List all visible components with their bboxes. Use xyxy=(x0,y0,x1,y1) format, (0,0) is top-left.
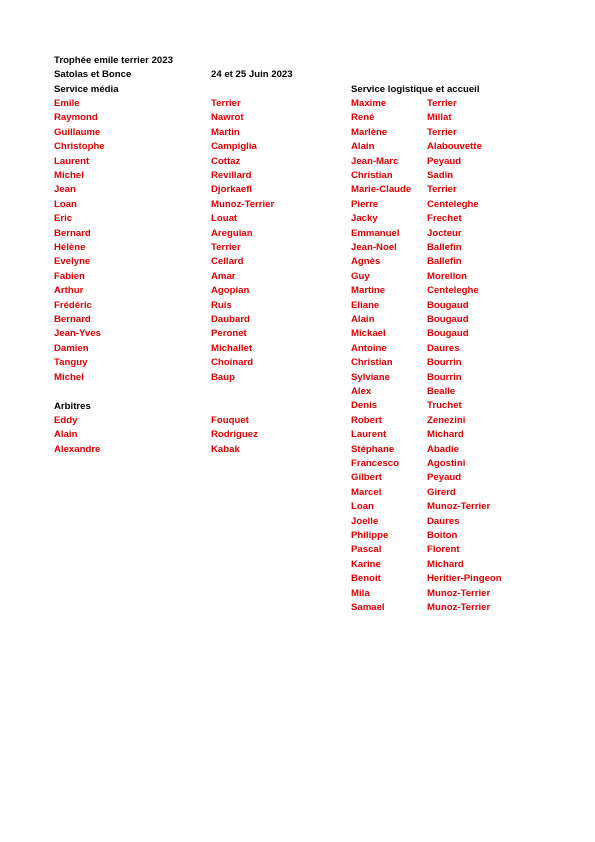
logistics-last-name: Terrier xyxy=(427,98,457,109)
media-first-name: Michel xyxy=(54,170,84,181)
media-last-name: Terrier xyxy=(211,242,241,253)
referee-first-name: Alexandre xyxy=(54,443,101,455)
logistics-first-name: Martine xyxy=(351,285,386,297)
logistics-first-name: Emmanuel xyxy=(351,227,400,239)
document-title: Trophée emile terrier 2023 xyxy=(54,55,173,66)
logistics-last-name: Morellon xyxy=(427,270,467,282)
logistics-first-name: Marie-Claude xyxy=(351,184,412,196)
logistics-last-name: Zenezini xyxy=(427,414,466,426)
media-first-name: Loan xyxy=(54,198,77,210)
media-first-name: Fabien xyxy=(54,270,85,282)
media-first-name: Jean xyxy=(54,184,76,196)
logistics-last-name: Centeleghe xyxy=(427,198,479,210)
logistics-first-name: Denis xyxy=(351,400,378,412)
logistics-first-name: Marlène xyxy=(351,126,388,138)
media-last-name: Campiglia xyxy=(211,141,257,153)
media-first-name: Hélène xyxy=(54,242,86,253)
logistics-first-name: Alain xyxy=(351,141,375,153)
logistics-last-name: Munoz-Terrier xyxy=(427,602,491,613)
logistics-last-name: Michard xyxy=(427,558,464,570)
logistics-last-name: Abadie xyxy=(427,443,459,455)
logistics-first-name: Eliane xyxy=(351,299,380,311)
logistics-last-name: Millat xyxy=(427,112,452,124)
logistics-last-name: Ballefin xyxy=(427,242,462,253)
media-last-name: Martin xyxy=(211,126,240,138)
logistics-first-name: Guy xyxy=(351,270,370,282)
media-first-name: Frédéric xyxy=(54,299,92,311)
logistics-first-name: Pascal xyxy=(351,544,382,556)
logistics-last-name: Alabouvette xyxy=(427,141,482,153)
media-first-name: Arthur xyxy=(54,285,84,297)
logistics-last-name: Ballefin xyxy=(427,256,462,268)
logistics-last-name: Terrier xyxy=(427,126,457,138)
logistics-first-name: Jean-Marc xyxy=(351,155,399,167)
referee-first-name: Eddy xyxy=(54,415,78,426)
logistics-first-name: Christian xyxy=(351,357,393,369)
media-last-name: Revillard xyxy=(211,170,252,181)
logistics-first-name: Joelle xyxy=(351,515,379,527)
media-last-name: Nawrot xyxy=(211,112,244,124)
media-first-name: Jean-Yves xyxy=(54,328,101,340)
logistics-last-name: Daures xyxy=(427,342,460,354)
referee-last-name: Kabak xyxy=(211,443,240,455)
media-first-name: Bernard xyxy=(54,227,91,239)
media-last-name: Djorkaefl xyxy=(211,184,253,196)
media-first-name: Emile xyxy=(54,98,80,109)
media-last-name: Munoz-Terrier xyxy=(211,198,275,210)
logistics-last-name: Bougaud xyxy=(427,314,469,325)
logistics-first-name: Philippe xyxy=(351,530,389,541)
logistics-first-name: Pierre xyxy=(351,198,379,210)
logistics-first-name: Laurent xyxy=(351,429,387,441)
referees-heading: Arbitres xyxy=(54,401,91,412)
media-first-name: Guillaume xyxy=(54,126,101,138)
logistics-last-name: Jocteur xyxy=(427,227,462,239)
referee-last-name: Fouquet xyxy=(211,415,249,426)
media-last-name: Cottaz xyxy=(211,155,241,167)
event-location: Satolas et Bonce xyxy=(54,69,132,80)
media-first-name: Michel xyxy=(54,371,84,383)
media-last-name: Amar xyxy=(211,270,236,282)
logistics-first-name: Mickael xyxy=(351,328,386,340)
media-first-name: Evelyne xyxy=(54,256,91,268)
logistics-first-name: Maxime xyxy=(351,98,387,109)
logistics-first-name: Antoine xyxy=(351,342,387,354)
media-last-name: Cellard xyxy=(211,256,244,268)
media-last-name: Baup xyxy=(211,371,235,383)
logistics-last-name: Sadin xyxy=(427,170,454,181)
media-last-name: Areguian xyxy=(211,227,253,239)
logistics-last-name: Centeleghe xyxy=(427,285,479,297)
media-last-name: Agopian xyxy=(211,285,250,297)
referee-first-name: Alain xyxy=(54,429,78,441)
logistics-last-name: Bourrin xyxy=(427,371,462,383)
media-first-name: Tanguy xyxy=(54,357,88,369)
media-first-name: Laurent xyxy=(54,155,90,167)
logistics-last-name: Girerd xyxy=(427,486,456,498)
logistics-last-name: Peyaud xyxy=(427,472,462,484)
logistics-first-name: Mila xyxy=(351,587,370,599)
referee-last-name: Rodriguez xyxy=(211,429,258,441)
media-last-name: Michallet xyxy=(211,342,253,354)
logistics-first-name: René xyxy=(351,112,375,124)
media-last-name: Ruis xyxy=(211,299,232,311)
media-first-name: Eric xyxy=(54,213,73,225)
logistics-first-name: Alain xyxy=(351,314,375,325)
logistics-first-name: Gilbert xyxy=(351,472,382,484)
logistics-last-name: Michard xyxy=(427,429,464,441)
logistics-last-name: Bougaud xyxy=(427,299,469,311)
logistics-last-name: Frechet xyxy=(427,213,462,225)
media-last-name: Daubard xyxy=(211,314,250,325)
media-first-name: Damien xyxy=(54,342,89,354)
logistics-first-name: Marcel xyxy=(351,486,382,498)
logistics-last-name: Agostini xyxy=(427,458,466,469)
logistics-heading: Service logistique et accueil xyxy=(351,84,480,95)
media-first-name: Raymond xyxy=(54,112,98,124)
media-first-name: Bernard xyxy=(54,314,91,325)
logistics-last-name: Truchet xyxy=(427,400,462,412)
logistics-first-name: Agnès xyxy=(351,256,381,268)
media-last-name: Terrier xyxy=(211,98,241,109)
logistics-first-name: Karine xyxy=(351,558,381,570)
logistics-last-name: Terrier xyxy=(427,184,457,196)
logistics-last-name: Bougaud xyxy=(427,328,469,340)
logistics-last-name: Daures xyxy=(427,515,460,527)
logistics-last-name: Heritier-Pingeon xyxy=(427,573,502,585)
media-first-name: Christophe xyxy=(54,141,105,153)
logistics-last-name: Munoz-Terrier xyxy=(427,587,491,599)
logistics-first-name: Alex xyxy=(351,386,372,397)
media-heading: Service média xyxy=(54,84,119,95)
logistics-first-name: Sylviane xyxy=(351,371,390,383)
media-last-name: Louat xyxy=(211,213,238,225)
event-dates: 24 et 25 Juin 2023 xyxy=(211,69,293,80)
logistics-first-name: Loan xyxy=(351,501,374,513)
logistics-first-name: Robert xyxy=(351,414,382,426)
logistics-first-name: Benoit xyxy=(351,573,381,585)
logistics-last-name: Florent xyxy=(427,544,460,556)
logistics-last-name: Boiton xyxy=(427,530,458,541)
media-last-name: Peronet xyxy=(211,328,247,340)
logistics-last-name: Bealle xyxy=(427,386,456,397)
logistics-last-name: Bourrin xyxy=(427,357,462,369)
logistics-first-name: Jean-Noel xyxy=(351,242,397,253)
logistics-last-name: Peyaud xyxy=(427,155,462,167)
media-last-name: Choinard xyxy=(211,357,254,369)
logistics-first-name: Jacky xyxy=(351,213,378,225)
logistics-first-name: Stéphane xyxy=(351,443,395,455)
logistics-first-name: Francesco xyxy=(351,458,399,469)
logistics-first-name: Christian xyxy=(351,170,393,181)
logistics-first-name: Samael xyxy=(351,602,385,613)
logistics-last-name: Munoz-Terrier xyxy=(427,501,491,513)
